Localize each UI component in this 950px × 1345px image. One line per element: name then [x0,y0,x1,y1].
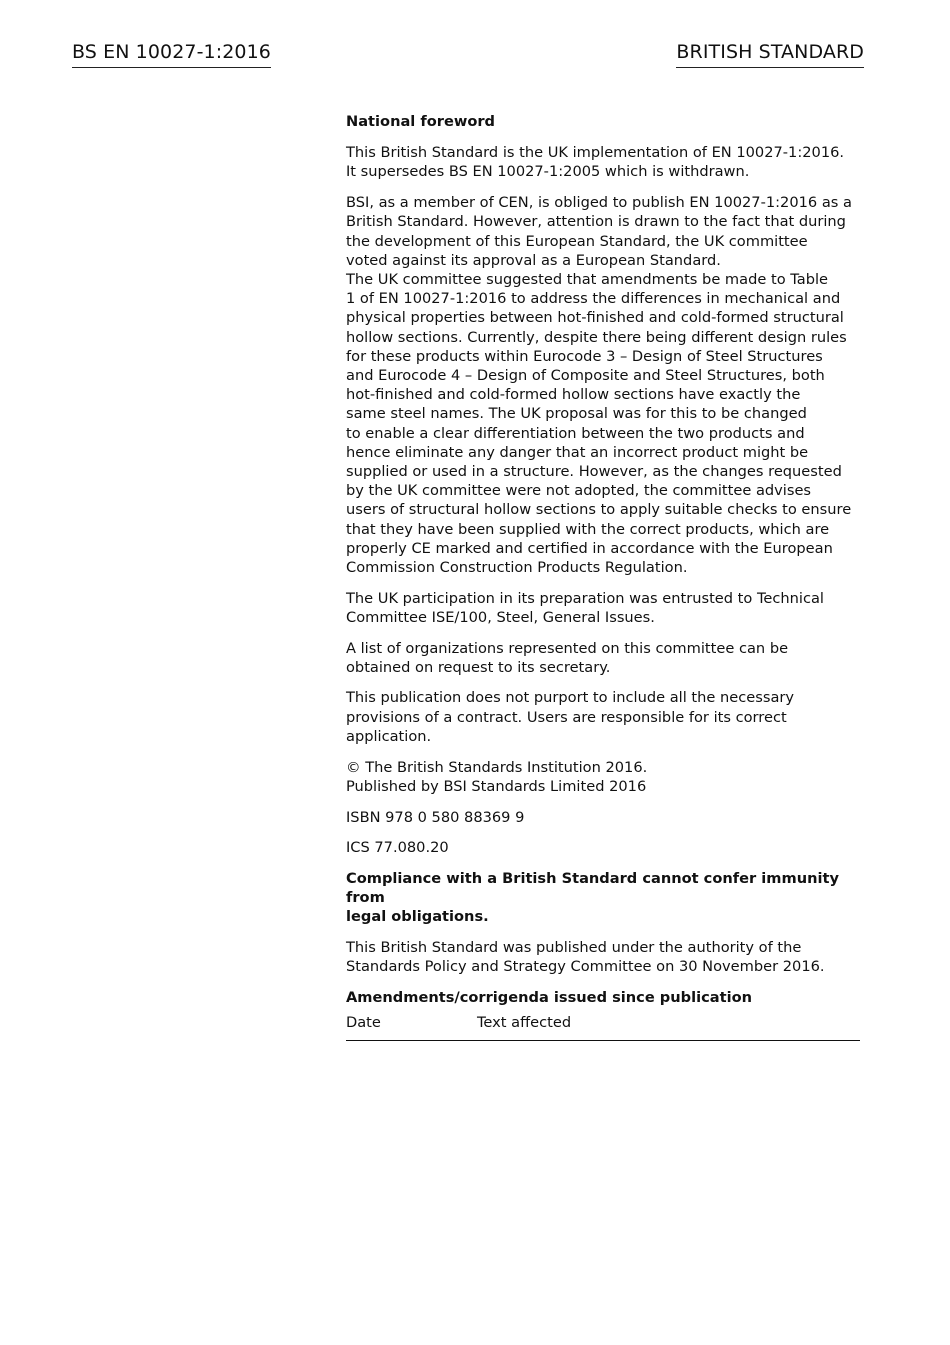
foreword-title: National foreword [346,113,496,130]
organizations-paragraph: A list of organizations represented on this committee can be obtained on request to its secretary. [346,639,789,676]
contract-disclaimer-paragraph: This publication does not purport to include all the necessary provisions of a contract. Users are responsible for its correct application. [346,689,795,745]
copyright-paragraph: © The British Standards Institution 2016. Published by BSI Standards Limited 2016 [346,758,648,795]
implementation-paragraph: This British Standard is the UK implementation of EN 10027-1:2016. It supersedes BS EN 10027-1:2005 which is withdrawn. [346,144,845,181]
amendments-text-column: Text affected [477,1013,860,1041]
authority-paragraph: This British Standard was published under the authority of the Standards Policy and Strategy Committee on 30 November 2016. [346,939,825,976]
compliance-statement: Compliance with a British Standard cannot confer immunity from legal obligations. [346,869,839,926]
national-foreword [346,112,860,1041]
ics-code: ICS 77.080.20 [346,839,449,857]
standard-type-header: BRITISH STANDARD [676,40,864,68]
amendments-title: Amendments/corrigenda issued since publication [346,988,752,1006]
cen-obligation-paragraph: BSI, as a member of CEN, is obliged to publish EN 10027-1:2016 as a British Standard. However, attention is drawn to the fact that during the development of this European Standard, the UK committee voted against its approval as a European Standard. The UK committee suggested that amendments be made to Table 1 of EN 10027-1:2016 to address the differences in mechanical and physical properties between hot-finished and cold-formed structural hollow sections. Currently, despite there being different design rules for these products within Eurocode 3 – Design of Steel Structures and Eurocode 4 – Design of Composite and Steel Structures, both hot-finished and cold-formed hollow sections have exactly the same steel names. The UK proposal was for this to be changed to enable a clear differentiation between the two products and hence eliminate any danger that an incorrect product might be supplied or used in a structure. However, as the changes requested by the UK committee were not adopted, the committee advises users of structural hollow sections to apply suitable checks to ensure that they have been supplied with the correct products, which are properly CE marked and certified in accordance with the European Commission Construction Products Regulation. [346,194,852,576]
amendments-header-row [346,1013,860,1041]
document-id-header: BS EN 10027-1:2016 [72,40,271,68]
amendments-date-column: Date [346,1013,477,1041]
isbn: ISBN 978 0 580 88369 9 [346,808,525,826]
participation-paragraph: The UK participation in its preparation was entrusted to Technical Committee ISE/100, Steel, General Issues. [346,589,824,626]
amendments-table [346,1013,860,1041]
